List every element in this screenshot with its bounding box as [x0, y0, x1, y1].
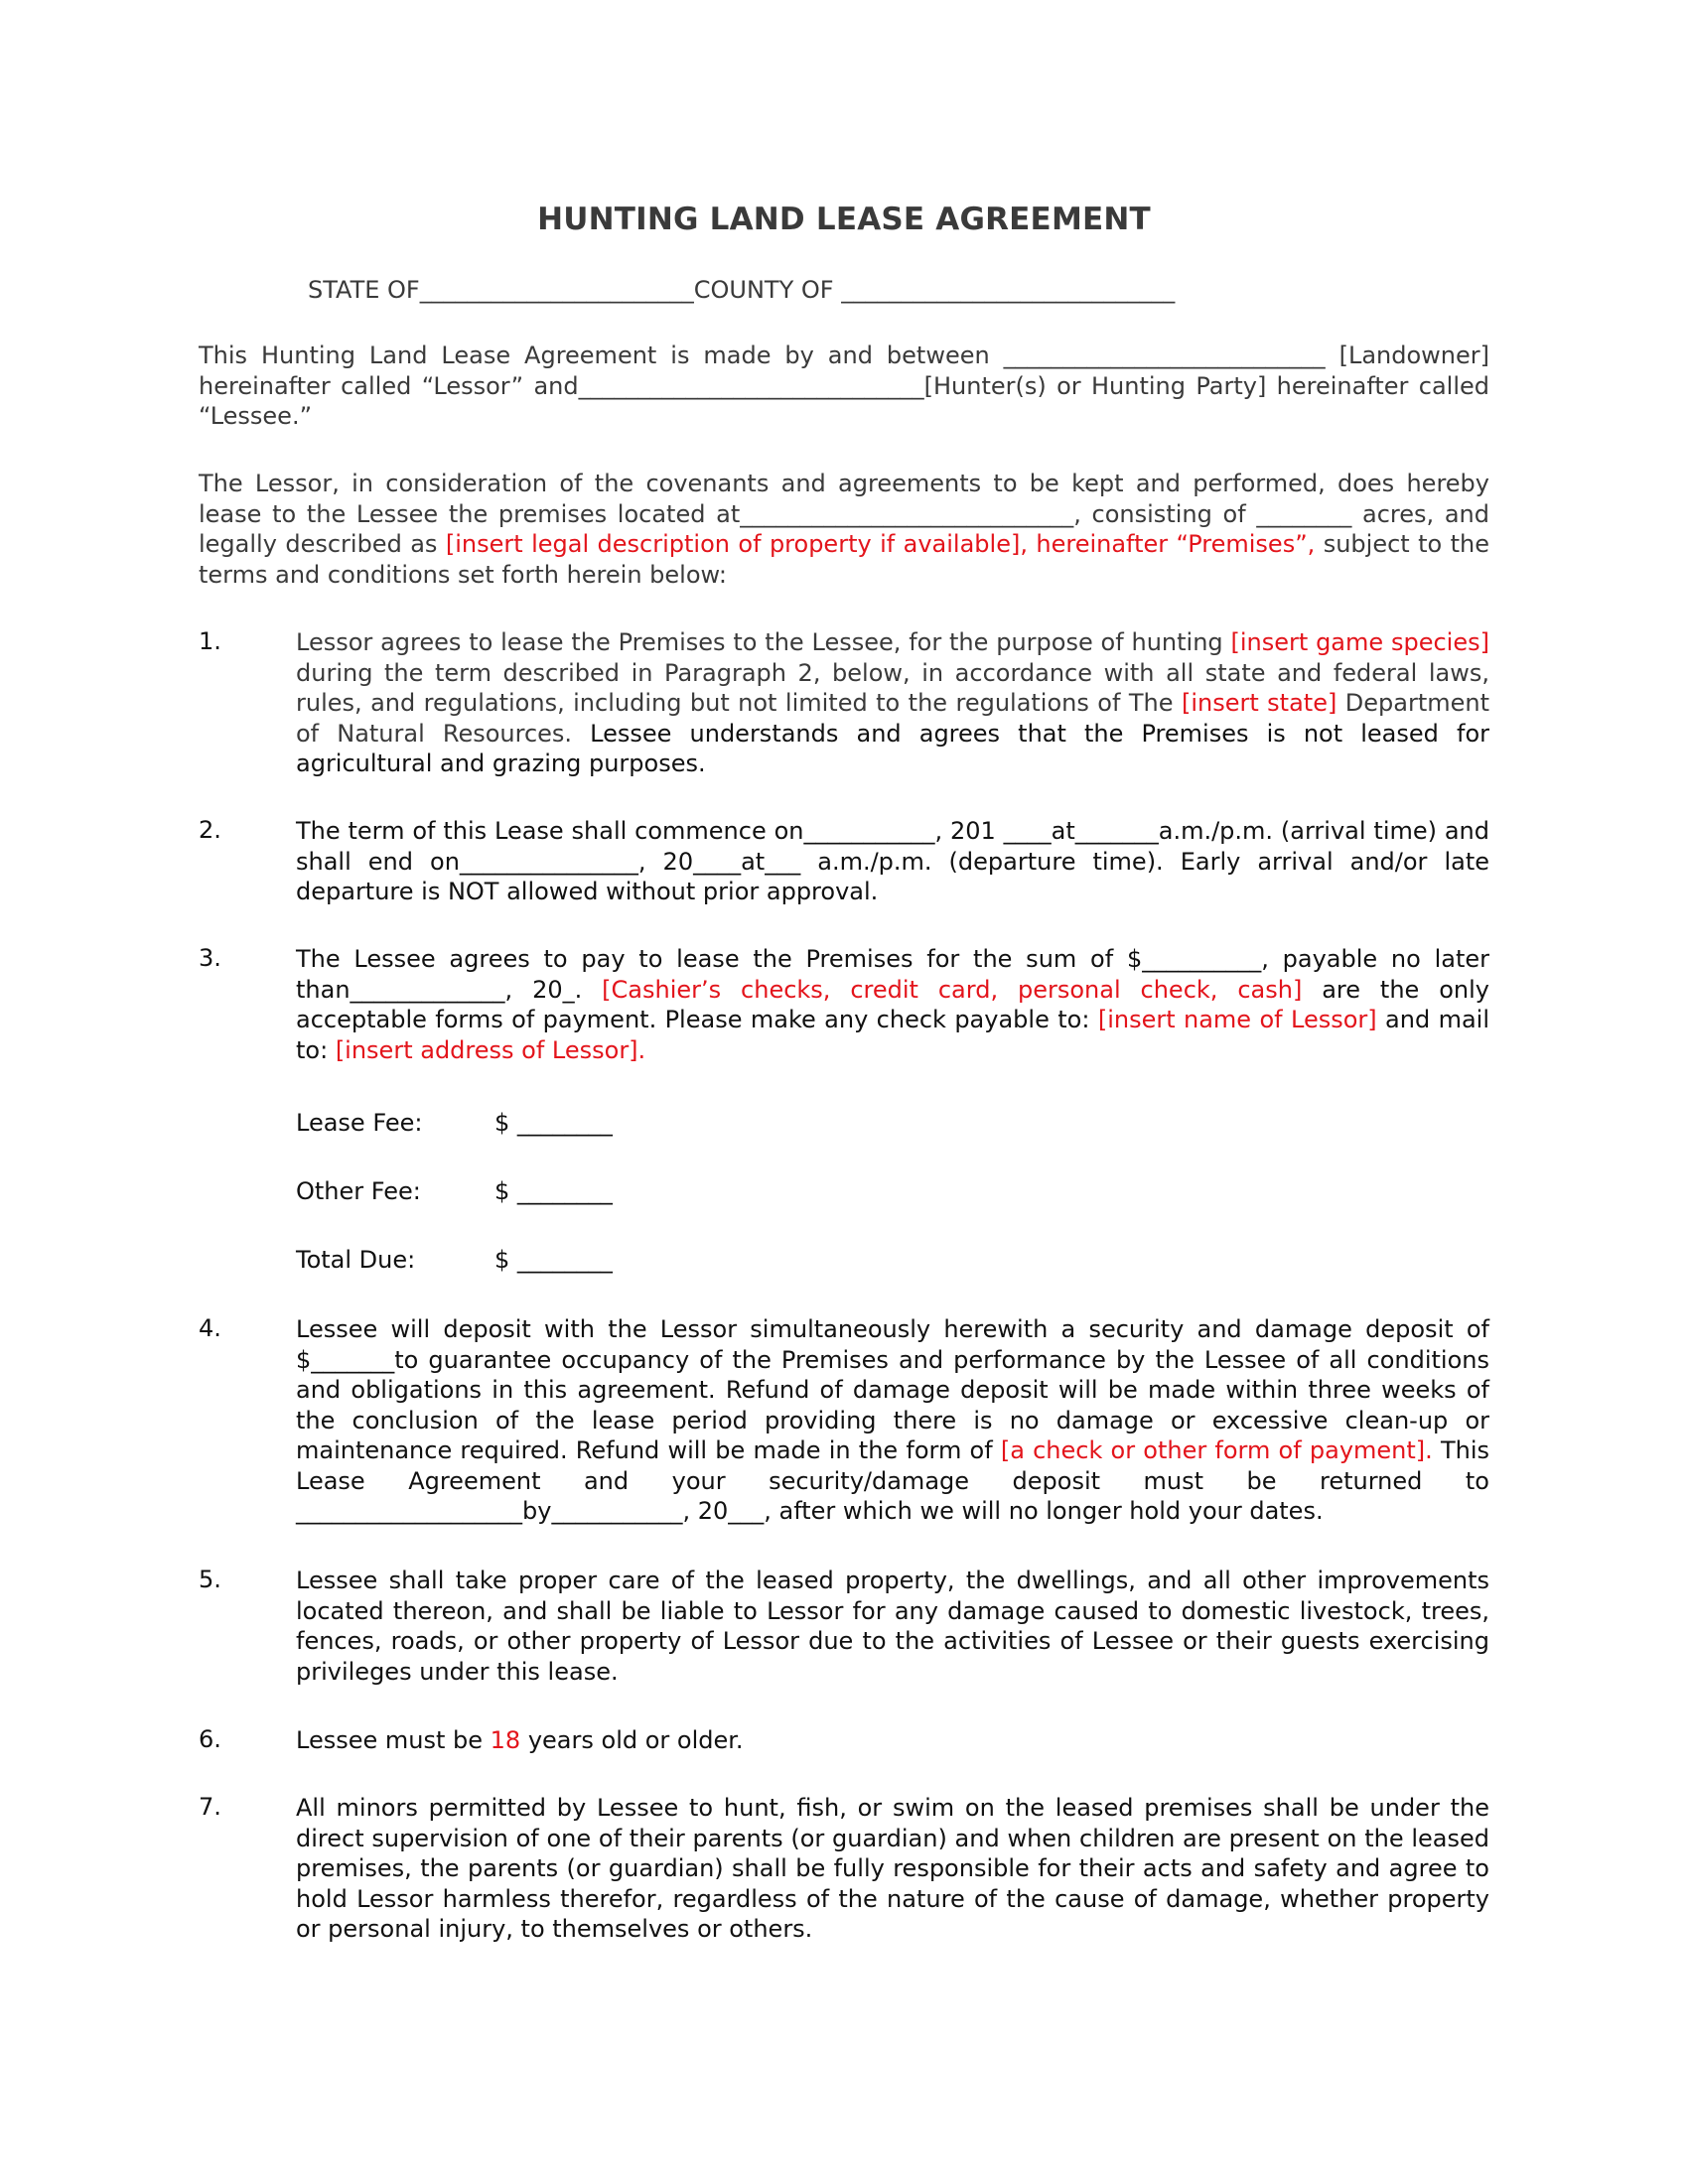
county-label: COUNTY OF [693, 276, 834, 304]
item-2-term [296, 816, 1489, 907]
item-text: are the only acceptable forms of payment. Please make any check payable to: [296, 975, 1489, 1033]
lessor-name-placeholder: [insert name of Lessor] [1097, 1006, 1377, 1033]
intro-premises-text: The Lessor, in consideration of the covenants and agreements to be kept and performed, does hereby lease to the Lessee the premises located at____________________________, consisting of ________ acres, and legally described as [199, 470, 1489, 558]
state-county-line [308, 276, 1175, 304]
lessor-address-placeholder: [insert address of Lessor]. [335, 1035, 646, 1064]
legal-description-placeholder: [insert legal description of property if available], hereinafter “Premises”, [445, 530, 1316, 558]
item-number: 5. [199, 1566, 221, 1593]
item-number: 2. [199, 816, 221, 844]
item-text: The Lessee agrees to pay to lease the Premises for the sum of $__________, payable no later than_____________, 20_. [296, 945, 1489, 1004]
item-number: 4. [199, 1314, 221, 1342]
fee-label: Other Fee: [296, 1177, 421, 1205]
intro-paragraph-parties [199, 341, 1489, 432]
fee-label: Lease Fee: [296, 1109, 423, 1137]
item-3-payment [296, 944, 1489, 1065]
fee-row-other [296, 1177, 613, 1205]
item-text: and mail to: [296, 1006, 1490, 1064]
fee-value: $ ________ [494, 1177, 613, 1205]
county-blank: ____________________________ [841, 276, 1176, 304]
item-number: 1. [199, 627, 221, 655]
item-5-care [296, 1566, 1489, 1687]
intro-terms-text: subject to the terms and conditions set forth herein below: [199, 530, 1490, 589]
refund-form-placeholder: [a check or other form of payment]. [1000, 1436, 1433, 1464]
state-label: STATE OF [308, 276, 420, 304]
fee-row-lease [296, 1109, 613, 1137]
item-text: Lessee will deposit with the Lessor simultaneously herewith a security and damage deposit of $_______to guarantee occupancy of the Premises and performance by the Lessee of all conditions and obligations in this agreement. Refund of damage deposit will be made within three weeks of the conclusion of the lease period providing there is no damage or excessive clean-up or maintenance required. Refund will be made in the form of [296, 1315, 1489, 1464]
item-text: during the term described in Paragraph 2, below, in accordance with all state and federal laws, rules, and regulations, including but not limited to the regulations of The [296, 658, 1489, 717]
minimum-age-value: 18 [490, 1726, 521, 1754]
item-text: Lessee understands and agrees that the Premises is not leased for agricultural and grazing purposes. [296, 719, 1489, 777]
item-number: 7. [199, 1793, 221, 1821]
payment-methods-placeholder: [Cashier’s checks, credit card, personal check, cash] [602, 975, 1303, 1004]
item-number: 3. [199, 944, 221, 972]
item-1-purpose [296, 627, 1489, 779]
item-text: This Lease Agreement and your security/damage deposit must be returned to ___________________by___________, 20___, after which we will no longer hold your dates. [296, 1436, 1490, 1525]
fee-label: Total Due: [296, 1246, 416, 1274]
state-placeholder: [insert state] [1181, 689, 1337, 717]
document-title: HUNTING LAND LEASE AGREEMENT [537, 202, 1151, 237]
fee-row-total [296, 1246, 613, 1274]
item-text: Lessor agrees to lease the Premises to the Lessee, for the purpose of hunting [296, 628, 1231, 656]
item-6-age [296, 1725, 1489, 1756]
fee-value: $ ________ [494, 1246, 613, 1274]
intro-paragraph-premises [199, 469, 1489, 590]
item-text: Department of Natural Resources. [296, 689, 1490, 748]
state-blank: _______________________ [419, 276, 694, 304]
item-7-minors [296, 1793, 1489, 1945]
intro-parties-text: This Hunting Land Lease Agreement is made by and between ___________________________ [Landowner] hereinafter called “Lessor” and_____________________________[Hunter(s) or Hunting Party] hereinafter called “Lessee.” [199, 341, 1489, 430]
item-text: All minors permitted by Lessee to hunt, fish, or swim on the leased premises shall be under the direct supervision of one of their parents (or guardian) and when children are present on the leased premises, the parents (or guardian) shall be fully responsible for their acts and safety and agree to hold Lessor harmless therefor, regardless of the nature of the cause of damage, whether property or personal injury, to themselves or others. [296, 1794, 1489, 1943]
item-number: 6. [199, 1725, 221, 1753]
item-4-deposit [296, 1314, 1489, 1527]
fee-value: $ ________ [494, 1109, 613, 1137]
item-text: Lessee shall take proper care of the leased property, the dwellings, and all other improvements located thereon, and shall be liable to Lessor for any damage caused to domestic livestock, trees, fences, roads, or other property of Lessor due to the activities of Lessee or their guests exercising privileges under this lease. [296, 1567, 1489, 1686]
item-text: The term of this Lease shall commence on___________, 201 ____at_______a.m./p.m. (arrival time) and shall end on_______________, 20____at___ a.m./p.m. (departure time). Early arrival and/or late departure is NOT allowed without prior approval. [296, 817, 1489, 905]
item-text: years old or older. [520, 1726, 744, 1754]
game-species-placeholder: [insert game species] [1230, 628, 1489, 656]
item-text: Lessee must be [296, 1726, 491, 1754]
